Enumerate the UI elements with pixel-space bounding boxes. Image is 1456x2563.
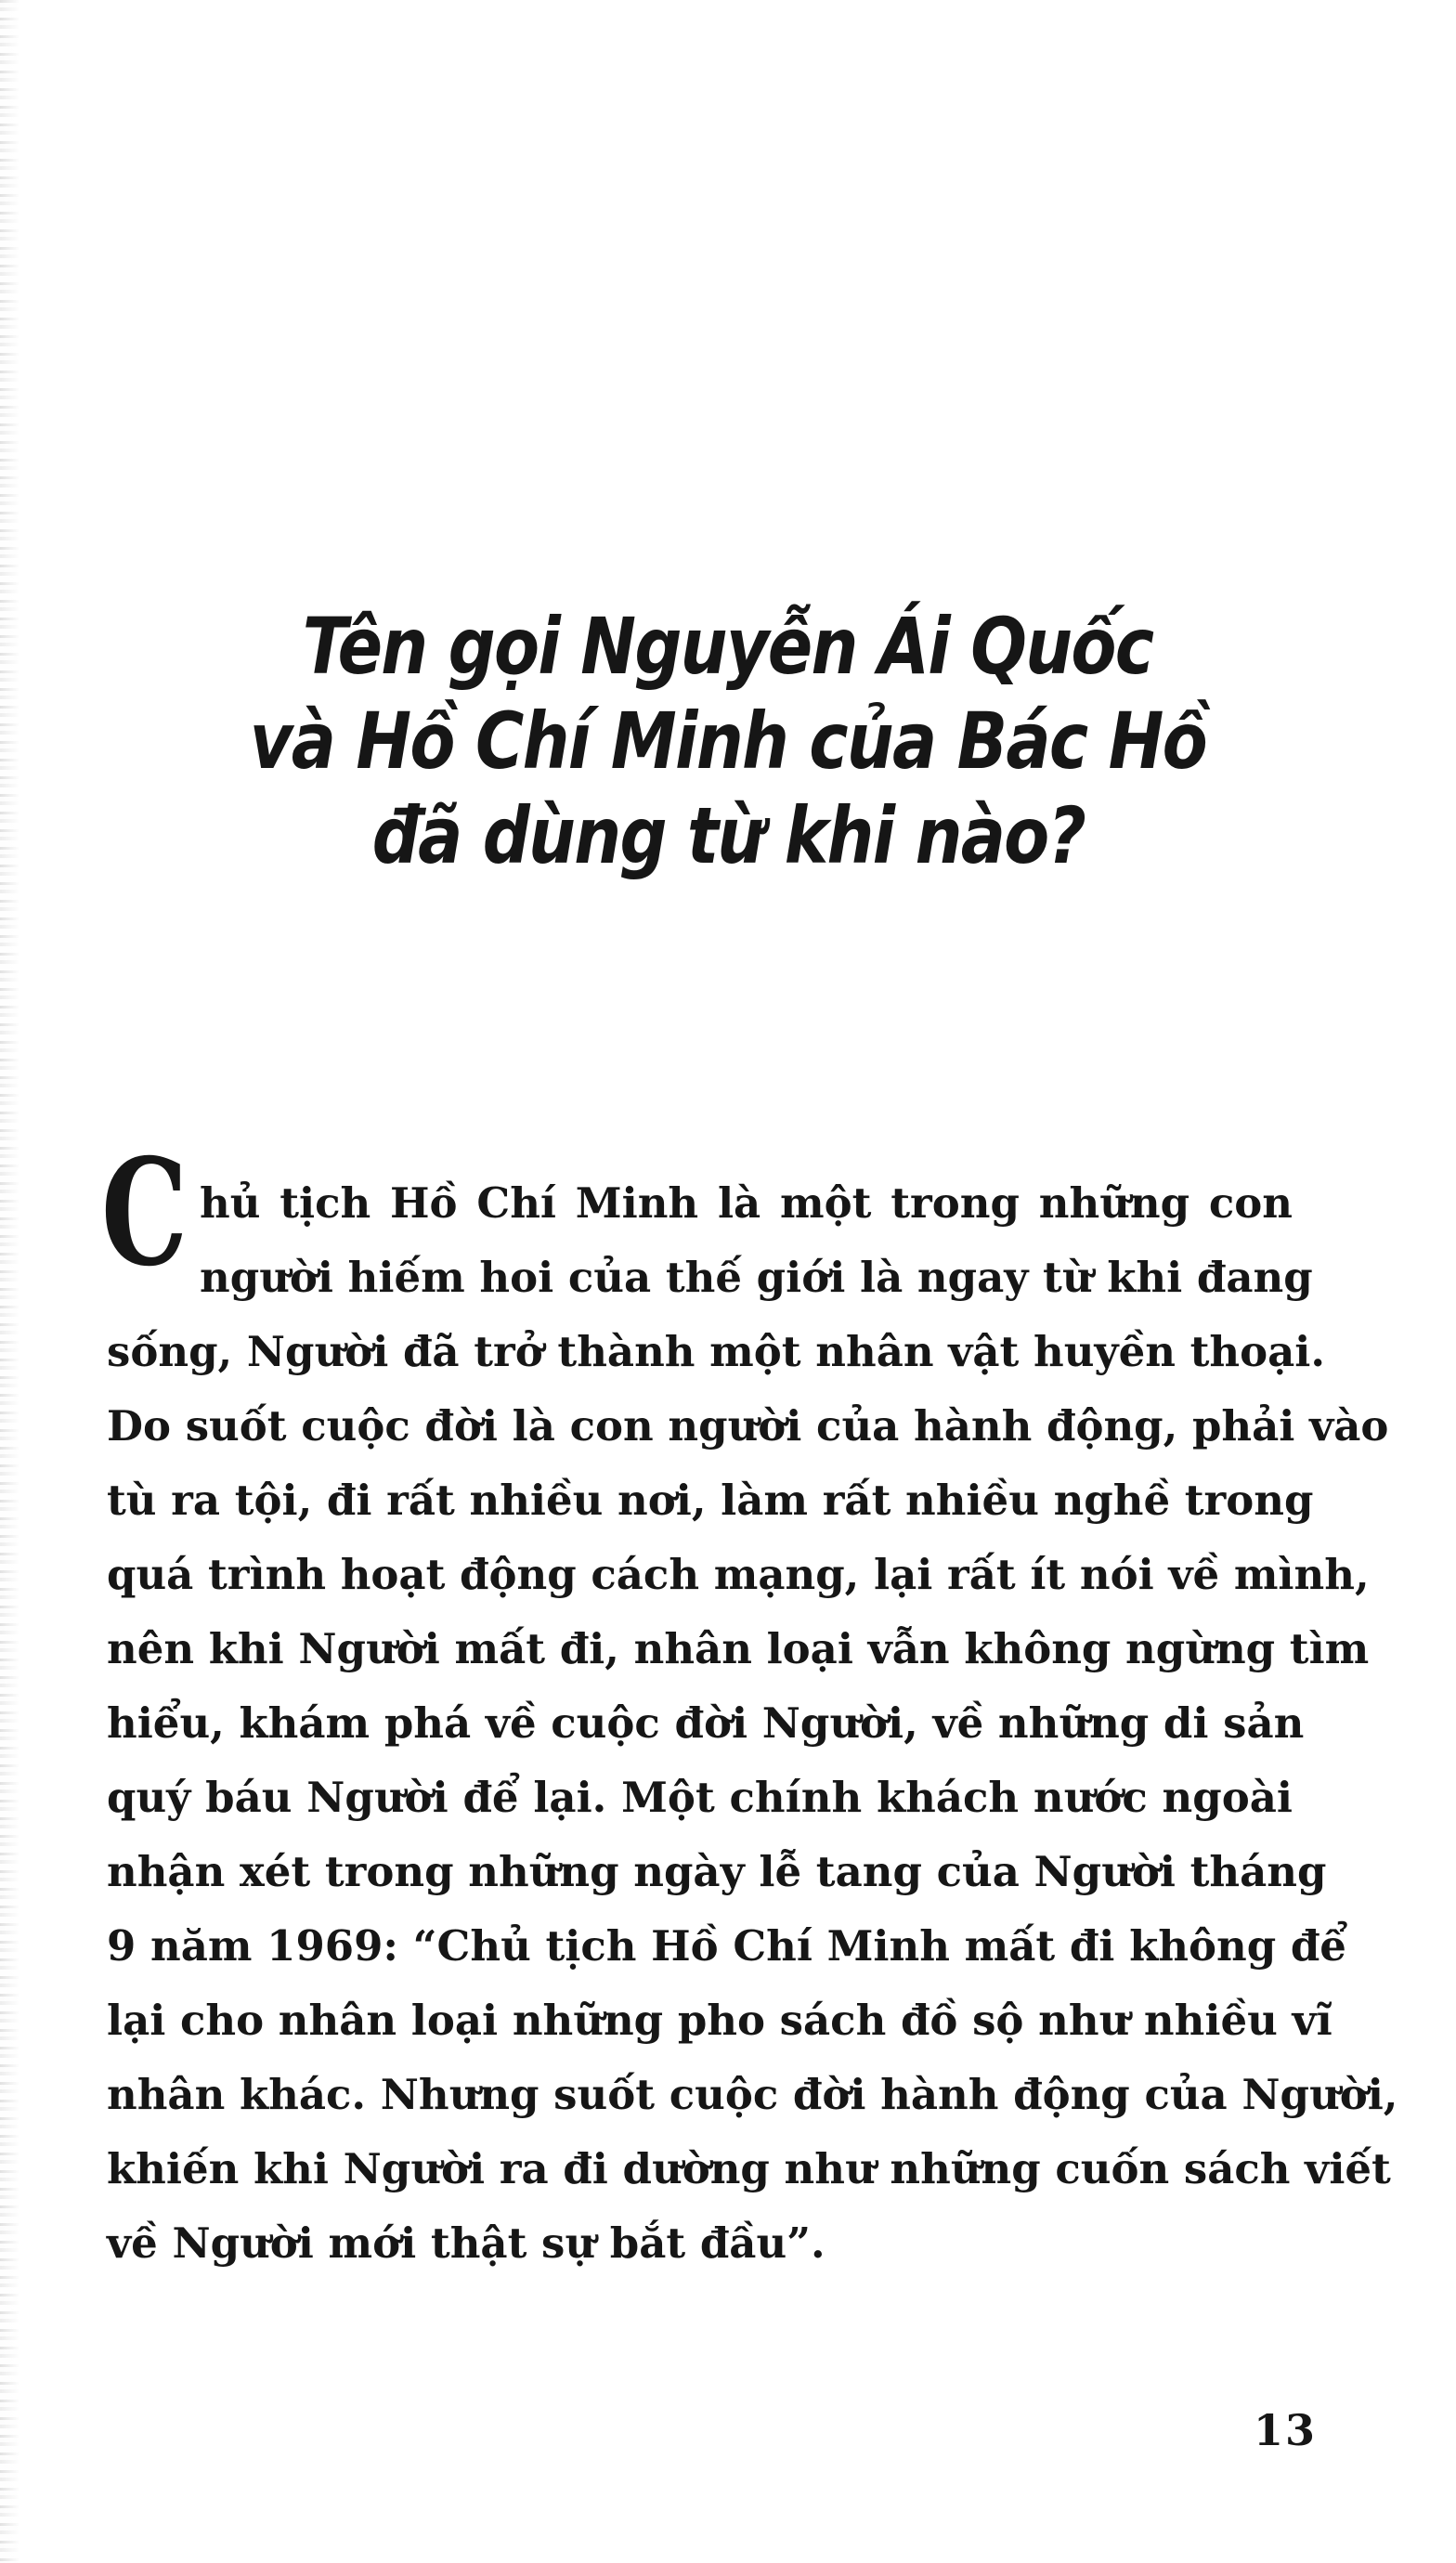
body-line: nên khi Người mất đi, nhân loại vẫn không ngừng tìm [107, 1624, 1370, 1673]
body-line: nhân khác. Nhưng suốt cuộc đời hành động của Người, [107, 2070, 1398, 2119]
chapter-title-line-3 [0, 788, 1456, 883]
body-line: quý báu Người để lại. Một chính khách nước ngoài [107, 1773, 1293, 1822]
chapter-title-line-2 [0, 694, 1456, 788]
body-line: lại cho nhân loại những pho sách đồ sộ như nhiều vĩ [107, 1996, 1332, 2045]
body-line: Do suốt cuộc đời là con người của hành động, phải vào [107, 1401, 1389, 1451]
chapter-title [0, 599, 1456, 883]
body-line: sống, Người đã trở thành một nhân vật huyền thoại. [107, 1327, 1326, 1376]
body-line: hủ tịch Hồ Chí Minh là một trong những con [200, 1178, 1293, 1228]
page-number: 13 [1254, 2405, 1318, 2455]
body-line: quá trình hoạt động cách mạng, lại rất ít nói về mình, [107, 1550, 1370, 1599]
body-line: tù ra tội, đi rất nhiều nơi, làm rất nhiều nghề trong [107, 1476, 1314, 1525]
body-line: 9 năm 1969: “Chủ tịch Hồ Chí Minh mất đi không để [107, 1921, 1346, 1971]
body-line: khiến khi Người ra đi dường như những cuốn sách viết [107, 2144, 1391, 2193]
body-line: về Người mới thật sự bắt đầu”. [107, 2218, 826, 2268]
body-line: hiểu, khám phá về cuộc đời Người, về những di sản [107, 1698, 1305, 1748]
chapter-title-line-1 [0, 599, 1456, 694]
body-paragraph [101, 1127, 1398, 2281]
scan-edge-artifact [0, 0, 22, 2563]
chapter-title-text-2: và Hồ Chí Minh của Bác Hồ [249, 696, 1207, 787]
body-line: nhận xét trong những ngày lễ tang của Người tháng [107, 1847, 1327, 1896]
body-line: người hiếm hoi của thế giới là ngay từ khi đang [200, 1253, 1313, 1302]
drop-cap-letter: C [101, 1127, 188, 1299]
chapter-title-text-1: Tên gọi Nguyễn Ái Quốc [303, 601, 1153, 692]
chapter-title-text-3: đã dùng từ khi nào? [371, 790, 1085, 881]
